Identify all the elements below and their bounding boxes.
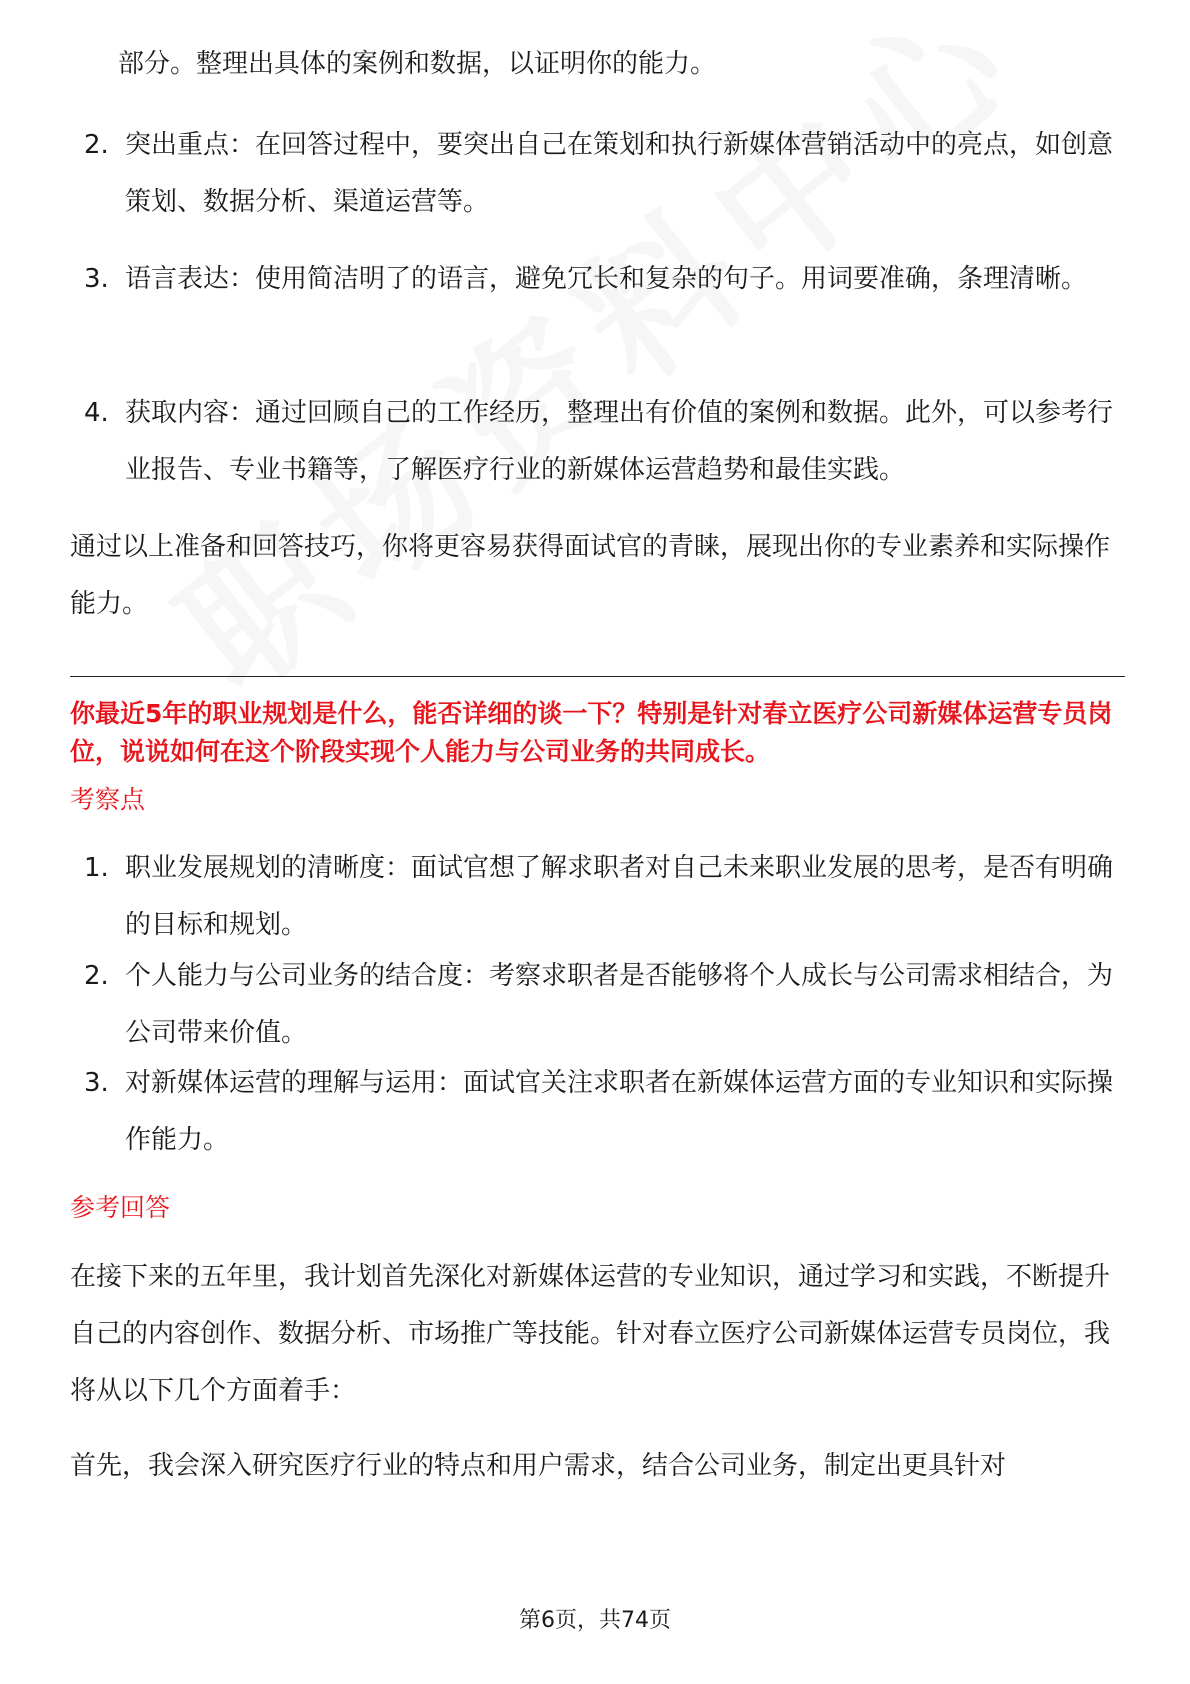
examine-point-text: 个人能力与公司业务的结合度：考察求职者是否能够将个人成长与公司需求相结合，为公司带来价值。 [125,961,1114,1048]
examine-point-item [70,1055,1130,1169]
interview-question: 你最近5年的职业规划是什么，能否详细的谈一下？特别是针对春立医疗公司新媒体运营专员岗位，说说如何在这个阶段实现个人能力与公司业务的共同成长。 [70,699,1113,766]
tip-number: 4. [84,398,109,428]
tip-item [70,251,1130,308]
tip-item [70,385,1130,499]
tip-number: 3. [84,264,109,294]
closing-paragraph: 通过以上准备和回答技巧，你将更容易获得面试官的青睐，展现出你的专业素养和实际操作能力。 [70,532,1111,619]
tip-text: 语言表达：使用简洁明了的语言，避免冗长和复杂的句子。用词要准确，条理清晰。 [125,264,1088,294]
section-divider [70,676,1125,677]
tip-item [70,117,1130,231]
answer-paragraph: 在接下来的五年里，我计划首先深化对新媒体运营的专业知识，通过学习和实践，不断提升自己的内容创作、数据分析、市场推广等技能。针对春立医疗公司新媒体运营专员岗位，我将从以下几个方面着手： [70,1262,1111,1406]
examine-point-number: 1. [84,853,109,883]
examine-points-heading: 考察点 [70,785,146,814]
examine-point-item [70,948,1130,1062]
examine-point-text: 对新媒体运营的理解与运用：面试官关注求职者在新媒体运营方面的专业知识和实际操作能力。 [125,1068,1114,1155]
tip-text: 获取内容：通过回顾自己的工作经历，整理出有价值的案例和数据。此外，可以参考行业报告、专业书籍等，了解医疗行业的新媒体运营趋势和最佳实践。 [125,398,1114,485]
examine-point-item [70,840,1130,954]
reference-answer-heading: 参考回答 [70,1193,171,1222]
examine-point-number: 2. [84,961,109,991]
page-number-footer: 第6页，共74页 [519,1608,671,1633]
continued-paragraph: 部分。整理出具体的案例和数据，以证明你的能力。 [118,49,717,79]
tip-number: 2. [84,130,109,160]
tip-text: 突出重点：在回答过程中，要突出自己在策划和执行新媒体营销活动中的亮点，如创意策划、数据分析、渠道运营等。 [125,130,1114,217]
answer-paragraph: 首先，我会深入研究医疗行业的特点和用户需求，结合公司业务，制定出更具针对 [70,1451,1007,1481]
examine-point-text: 职业发展规划的清晰度：面试官想了解求职者对自己未来职业发展的思考，是否有明确的目标和规划。 [125,853,1114,940]
examine-point-number: 3. [84,1068,109,1098]
